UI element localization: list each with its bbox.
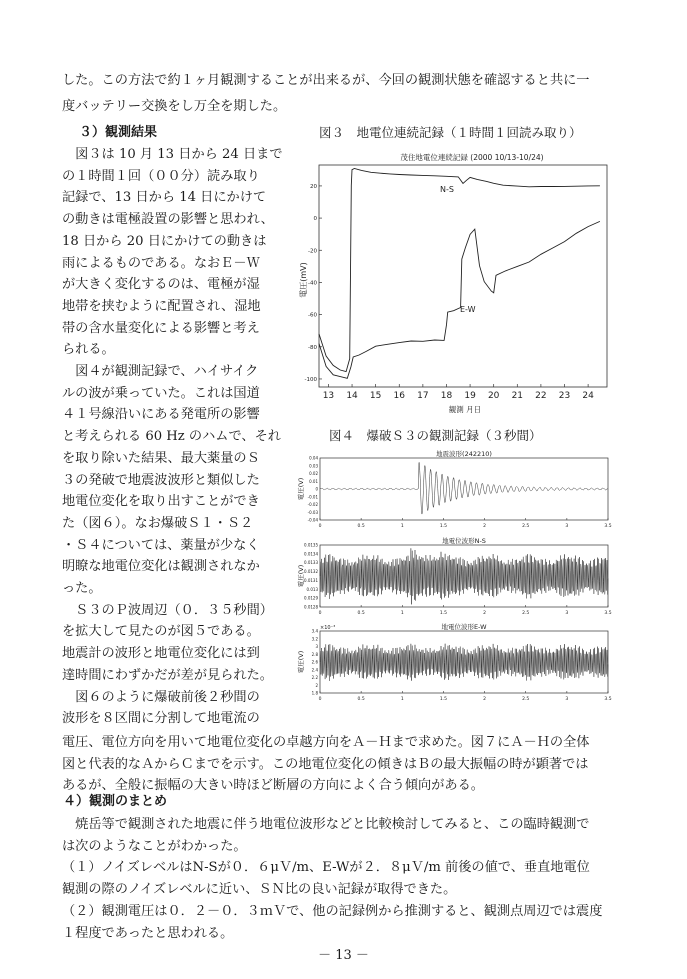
figure4-waveform xyxy=(320,462,608,514)
figure4-xtick-label: 1 xyxy=(400,611,404,616)
figure3-ylabel: 電圧(mV) xyxy=(299,262,308,298)
figure3-series-ew xyxy=(319,221,600,378)
figure4-ytick-label: -0.01 xyxy=(307,494,318,500)
figure4-ytick-label: 0.0135 xyxy=(304,542,318,548)
figure4-ytick-label: 3.2 xyxy=(311,636,318,642)
figure4-ytick-label: 0.0134 xyxy=(304,551,318,557)
figure4-xtick-label: 2.5 xyxy=(522,697,530,702)
figure4-panel-title: 地電位波形E-W xyxy=(441,623,487,631)
summary-line: １程度であったと思われる。 xyxy=(62,925,234,941)
figure4-ytick-label: 1.8 xyxy=(311,690,318,696)
figure3-xtick-label: 21 xyxy=(511,391,524,401)
figure3-ytick-label: -20 xyxy=(308,248,317,255)
left-line: の動きは電極設置の影響と思われ、 xyxy=(62,212,274,228)
figure4-caption: 図４ 爆破Ｓ３の観測記録（３秒間） xyxy=(329,428,542,443)
figure3-chart xyxy=(300,152,620,414)
left-line: と考えられる 60 Hz のハムで、それ xyxy=(62,429,281,445)
left-line: を拡大して見たのが図５である。 xyxy=(62,624,260,640)
left-line: 地電位変化を取り出すことができ xyxy=(62,494,260,510)
figure3-xtick-label: 15 xyxy=(369,391,382,401)
figure4-xtick-label: 0.5 xyxy=(357,697,365,702)
figure3-xtick-label: 13 xyxy=(322,391,335,401)
figure4-ytick-label: 0.0132 xyxy=(304,569,318,575)
figure4-ytick-label: 2.8 xyxy=(311,651,318,657)
figure4-ytick-label: -0.02 xyxy=(307,502,318,507)
figure4-xtick-label: 1.5 xyxy=(439,611,448,616)
left-line: ルの波が乗っていた。これは国道 xyxy=(62,385,260,401)
figure4-xtick-label: 0.5 xyxy=(357,524,365,529)
figure4-xtick-label: 1 xyxy=(400,697,404,702)
figure4-xtick-label: 3.5 xyxy=(604,611,612,616)
figure4-waveform xyxy=(320,644,608,681)
left-line: 図６のように爆破前後２秒間の xyxy=(62,689,260,705)
left-line: を取り除いた結果、最大薬量のＳ xyxy=(62,450,260,466)
left-line: 波形を８区間に分割して地電流の xyxy=(62,711,260,727)
figure3-series-ns xyxy=(319,169,600,372)
figure4-ytick-label: -0.03 xyxy=(307,509,318,515)
figure4-ytick-label: 0.04 xyxy=(309,455,318,461)
figure3-ytick-label: -40 xyxy=(308,280,317,287)
figure4-xtick-label: 0 xyxy=(318,697,322,702)
figure4-xtick-label: 1.5 xyxy=(439,524,448,529)
figure3-xtick-label: 17 xyxy=(417,391,429,401)
figure3-xtick-label: 16 xyxy=(393,391,405,401)
figure4-ytick-label: 2.4 xyxy=(311,667,318,673)
left-line: 18 日から 20 日にかけての動きは xyxy=(62,233,267,249)
figure4-panel-ylabel: 電圧(V) xyxy=(297,650,305,674)
figure4-xtick-label: 3 xyxy=(565,524,569,529)
left-line: 帯の含水量変化による影響と考え xyxy=(62,320,260,336)
figure4-xtick-label: 2 xyxy=(483,611,487,616)
figure4-ytick-label: 0.013 xyxy=(306,586,318,592)
figure3-ytick-label: -80 xyxy=(308,344,317,351)
figure4-waveform xyxy=(320,548,608,604)
left-line: った。 xyxy=(62,581,102,596)
figure4-xtick-label: 3 xyxy=(565,611,569,616)
top-line: した。この方法で約１ヶ月観測することが出来るが、今回の観測状態を確認すると共に一 xyxy=(62,73,590,88)
figure3-ytick-label: -100 xyxy=(304,376,317,383)
figure4-xtick-label: 2.5 xyxy=(522,524,530,529)
figure4-panel-title: 地電位波形N-S xyxy=(442,537,486,545)
figure4-xtick-label: 2 xyxy=(483,524,487,529)
figure4-panel-title: 地震波形(242210) xyxy=(436,450,492,458)
left-line: ・Ｓ４については、薬量が少なく xyxy=(62,537,260,553)
figure4-xtick-label: 2 xyxy=(483,697,487,702)
figure4-xtick-label: 1 xyxy=(400,524,404,529)
figure4-xtick-label: 3.5 xyxy=(604,524,612,529)
left-line: 地震計の波形と地電位変化には到 xyxy=(62,646,260,662)
figure4-ytick-label: 3 xyxy=(315,644,318,649)
figure4-chart xyxy=(296,448,612,710)
summary-line: （２）観測電圧は０．２－０．３ｍＶで、他の記録例から推測すると、観測点周辺では震度 xyxy=(62,903,603,919)
summary-line: （１）ノイズレベルはN-Sが０．６μＶ/m、E-Wが２．８μＶ/m 前後の値で、垂直地電位 xyxy=(62,860,590,876)
left-line: 雨によるものである。なおＥ－Ｗ xyxy=(62,255,260,271)
figure4-xtick-label: 0 xyxy=(318,524,322,529)
figure4-panel-exponent: ×10⁻³ xyxy=(320,625,336,631)
figure3-xtick-label: 20 xyxy=(487,391,500,401)
figure3-caption: 図３ 地電位連続記録（１時間１回読み取り） xyxy=(319,125,582,140)
figure4-xtick-label: 0 xyxy=(318,611,322,616)
left-line: 地帯を挟むように配置され、湿地 xyxy=(62,298,261,314)
figure3-xtick-label: 24 xyxy=(582,391,594,401)
figure4-xtick-label: 3 xyxy=(565,697,569,702)
figure3-xtick-label: 18 xyxy=(440,391,453,401)
figure4-ytick-label: 0.01 xyxy=(309,478,318,484)
left-line: 図３は 10 月 13 日から 24 日まで xyxy=(62,147,283,162)
figure3-xtick-label: 14 xyxy=(346,391,358,401)
figure4-ytick-label: 0.02 xyxy=(309,471,318,476)
left-line: られる。 xyxy=(62,342,115,358)
left-line: た（図６）。なお爆破Ｓ１・Ｓ２ xyxy=(62,515,254,531)
figure4-ytick-label: 2 xyxy=(315,682,318,688)
left-line: 達時間にわずかだが差が見られた。 xyxy=(62,667,273,683)
figure3-xtick-label: 23 xyxy=(558,391,571,401)
figure3-title: 茂住地電位連続記録 (2000 10/13-10/24) xyxy=(400,153,544,162)
figure4-ytick-label: 3.4 xyxy=(311,628,318,634)
figure3-xlabel: 観測 月日 xyxy=(448,405,482,414)
summary-line: 焼岳等で観測された地震に伴う地電位波形などと比較検討してみると、この臨時観測で xyxy=(62,817,590,832)
left-line: 記録で、13 日から 14 日にかけて xyxy=(62,190,267,206)
full-line: 電圧、電位方向を用いて地電位変化の卓越方向をＡ－Ｈまで求めた。図７にＡ－Ｈの全体 xyxy=(62,735,590,750)
figure4-ytick-label: 0.0131 xyxy=(304,577,318,583)
figure4-panel-ylabel: 電圧(V) xyxy=(297,477,305,501)
figure3-ytick-label: -60 xyxy=(308,312,317,319)
figure4-xtick-label: 0.5 xyxy=(357,611,365,616)
figure4-ytick-label: 2.2 xyxy=(311,675,318,680)
left-line: の１時間１回（００分）読み取り xyxy=(62,168,260,184)
figure3-label-ew: E-W xyxy=(460,305,476,314)
figure4-ytick-label: 0.03 xyxy=(309,463,318,469)
figure3-label-ns: N-S xyxy=(440,185,454,194)
figure4-xtick-label: 2.5 xyxy=(522,611,530,616)
section3-heading: ３）観測結果 xyxy=(79,125,158,140)
figure4-ytick-label: 0.0133 xyxy=(304,560,318,566)
section4-heading: ４）観測のまとめ xyxy=(63,794,168,809)
figure4-panel-ylabel: 電圧(V) xyxy=(297,564,305,588)
figure3-ytick-label: 0 xyxy=(313,216,317,223)
figure3-xtick-label: 22 xyxy=(535,391,547,401)
summary-line: 観測の際のノイズレベルに近い、ＳＮ比の良い記録が取得できた。 xyxy=(62,882,457,898)
full-line: 図と代表的なＡからＣまでを示す。この地電位変化の傾きはＢの最大振幅の時が顕著では xyxy=(62,756,589,772)
figure4-xtick-label: 3.5 xyxy=(604,697,612,702)
figure3-xtick-label: 19 xyxy=(464,391,476,401)
left-line: が大きく変化するのは、電極が湿 xyxy=(62,277,260,293)
top-line: 度バッテリー交換をし万全を期した。 xyxy=(62,99,287,114)
figure4-ytick-label: 2.6 xyxy=(311,659,318,665)
left-line: ３の発破で地震波波形と類似した xyxy=(62,472,260,488)
page-number: － 13 － xyxy=(318,948,369,963)
figure3-ytick-label: 20 xyxy=(310,183,317,190)
figure4-xtick-label: 1.5 xyxy=(439,697,448,702)
left-line: ４１号線沿いにある発電所の影響 xyxy=(62,407,260,423)
figure4-ytick-label: 0.0128 xyxy=(304,604,318,610)
left-line: Ｓ３のＰ波周辺（０．３５秒間） xyxy=(62,602,273,618)
full-line: あるが、全般に振幅の大きい時ほど断層の方向によく合う傾向がある。 xyxy=(62,778,484,793)
summary-line: は次のようなことがわかった。 xyxy=(62,838,247,854)
figure4-ytick-label: -0.04 xyxy=(307,517,318,523)
figure4-ytick-label: 0 xyxy=(315,486,318,492)
figure4-ytick-label: 0.0129 xyxy=(304,595,318,601)
left-line: 図４が観測記録で、ハイサイク xyxy=(62,364,259,379)
left-line: 明瞭な地電位変化は観測されなか xyxy=(62,559,260,575)
